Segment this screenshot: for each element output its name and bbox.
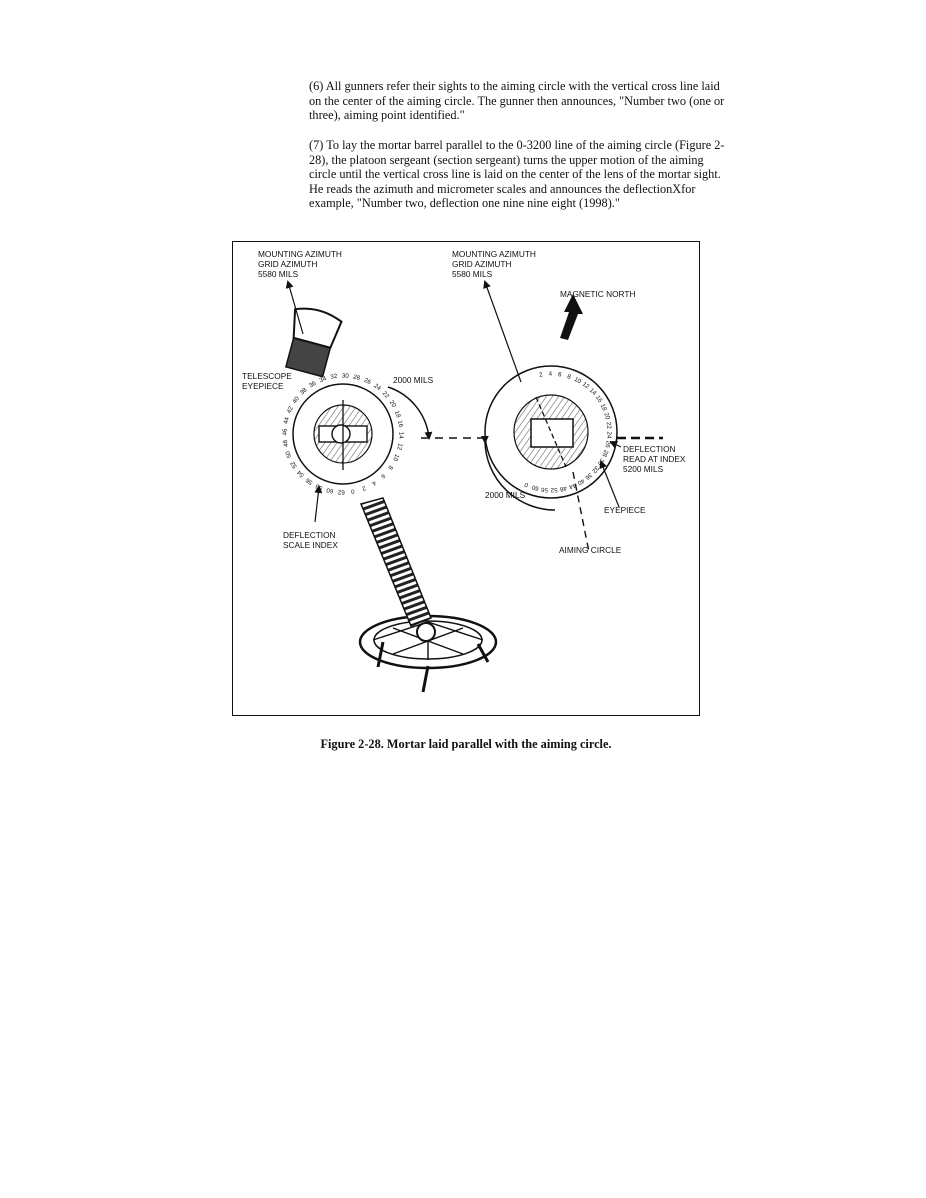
right-dial-tick-label: 0 xyxy=(523,480,530,489)
right-dial-tick-label: 52 xyxy=(550,486,558,494)
left-azimuth-label-1: MOUNTING AZIMUTH xyxy=(258,249,342,259)
left-dial-tick-label: 40 xyxy=(291,395,301,406)
figure-2-28 xyxy=(232,241,700,716)
right-dial-tick-label: 28 xyxy=(600,448,610,458)
deflection-read-label-3: 5200 MILS xyxy=(623,464,664,474)
deflection-scale-index-label-1: DEFLECTION xyxy=(283,530,336,540)
right-dial-tick-label: 12 xyxy=(580,380,591,391)
right-dial-tick-label: 22 xyxy=(604,421,613,430)
left-dial-tick-label: 36 xyxy=(307,379,318,390)
left-dial-tick-label: 34 xyxy=(318,375,328,385)
left-dial-tick-label: 62 xyxy=(337,488,345,496)
right-dial-tick-label: 44 xyxy=(567,481,577,491)
left-dial-tick-label: 24 xyxy=(372,382,382,393)
left-dial-tick-label: 52 xyxy=(289,459,299,470)
eyepiece-label: EYEPIECE xyxy=(604,505,646,515)
right-dial-tick-label: 32 xyxy=(590,464,601,475)
left-dial-tick-label: 12 xyxy=(395,442,404,451)
left-dial-tick-label: 30 xyxy=(341,372,349,380)
right-dial-tick-label: 20 xyxy=(602,411,611,421)
left-dial-tick-label: 46 xyxy=(281,428,289,436)
left-dial-tick-label: 16 xyxy=(395,419,405,428)
bottom-2000-mils-label: 2000 MILS xyxy=(485,490,526,500)
left-dial-tick-label: 54 xyxy=(295,468,306,479)
left-dial-tick-label: 26 xyxy=(362,376,372,387)
right-dial-tick-label: 10 xyxy=(572,375,583,386)
right-dial-tick-label: 24 xyxy=(605,431,613,439)
left-dial-tick-label: 4 xyxy=(370,479,378,487)
deflection-read-label-1: DEFLECTION xyxy=(623,444,676,454)
left-dial-tick-label: 2 xyxy=(360,484,367,492)
right-dial-tick-label: 14 xyxy=(587,386,598,397)
paragraph-6: (6) All gunners refer their sights to the aiming circle with the vertical cross line laid on the center of the aiming circle. The gunner then announces, "Number two (one or three), aiming point identified." xyxy=(309,79,725,123)
right-azimuth-label-1: MOUNTING AZIMUTH xyxy=(452,249,536,259)
right-dial-tick-label: 2 xyxy=(538,371,544,379)
left-dial-tick-label: 20 xyxy=(387,399,398,409)
left-azimuth-label-3: 5580 MILS xyxy=(258,269,299,279)
right-dial-tick-label: 60 xyxy=(531,483,540,492)
right-dial-tick-label: 30 xyxy=(595,456,606,467)
right-dial-tick-label: 36 xyxy=(583,471,594,481)
left-dial-tick-label: 56 xyxy=(304,476,315,486)
left-dial-tick-label: 28 xyxy=(352,373,361,382)
magnetic-north-arrow xyxy=(560,294,583,340)
left-dial-tick-label: 18 xyxy=(392,409,402,419)
left-dial-tick-label: 60 xyxy=(325,486,335,495)
left-2000-mils-label: 2000 MILS xyxy=(393,375,434,385)
right-dial-tick-label: 26 xyxy=(603,440,612,449)
left-dial-tick-label: 0 xyxy=(350,487,355,495)
aiming-circle-label: AIMING CIRCLE xyxy=(559,545,622,555)
telescope-label-1: TELESCOPE xyxy=(242,371,292,381)
left-dial-tick-label: 38 xyxy=(298,386,309,397)
deflection-read-label-2: READ AT INDEX xyxy=(623,454,686,464)
left-dial-tick-label: 44 xyxy=(282,416,291,425)
figure-caption: Figure 2-28. Mortar laid parallel with the aiming circle. xyxy=(320,737,612,751)
left-dial-tick-label: 6 xyxy=(379,472,387,480)
right-dial-tick-label: 48 xyxy=(559,484,568,493)
right-dial-tick-label: 16 xyxy=(593,394,604,405)
right-dial-tick-label: 56 xyxy=(540,485,549,494)
right-dial-tick-label: 4 xyxy=(548,370,553,378)
right-dial-tick-label: 8 xyxy=(566,373,572,381)
magnetic-north-label: MAGNETIC NORTH xyxy=(560,289,636,299)
left-dial-tick-label: 50 xyxy=(284,449,294,459)
right-dial-tick-label: 6 xyxy=(557,371,563,379)
left-dial-tick-label: 14 xyxy=(397,431,405,439)
right-azimuth-label-3: 5580 MILS xyxy=(452,269,493,279)
right-azimuth-label-2: GRID AZIMUTH xyxy=(452,259,512,269)
left-azimuth-label-2: GRID AZIMUTH xyxy=(258,259,318,269)
left-dial-tick-label: 8 xyxy=(386,463,395,471)
left-dial-tick-label: 10 xyxy=(391,452,401,463)
left-dial-tick-label: 22 xyxy=(380,389,391,400)
left-dial-tick-label: 48 xyxy=(281,439,290,448)
figure-drawing xyxy=(233,242,701,717)
left-dial-tick-label: 42 xyxy=(285,405,295,415)
left-dial-tick-label: 32 xyxy=(329,372,338,381)
right-dial-tick-label: 40 xyxy=(576,476,586,487)
left-dial-tick-label: 58 xyxy=(314,482,324,492)
right-dial-tick-label: 18 xyxy=(598,402,609,412)
paragraph-7: (7) To lay the mortar barrel parallel to the 0-3200 line of the aiming circle (Figure 2-28), the platoon sergeant (section sergeant) turns the upper motion of the aiming circle until the vertical cross line is laid on the center of the lens of the mortar sight. He reads the azimuth and micrometer scales and announces the deflectionXfor example, "Number two, deflection one nine nine eight (1998)." xyxy=(309,138,725,211)
telescope-label-2: EYEPIECE xyxy=(242,381,284,391)
deflection-scale-index-label-2: SCALE INDEX xyxy=(283,540,338,550)
